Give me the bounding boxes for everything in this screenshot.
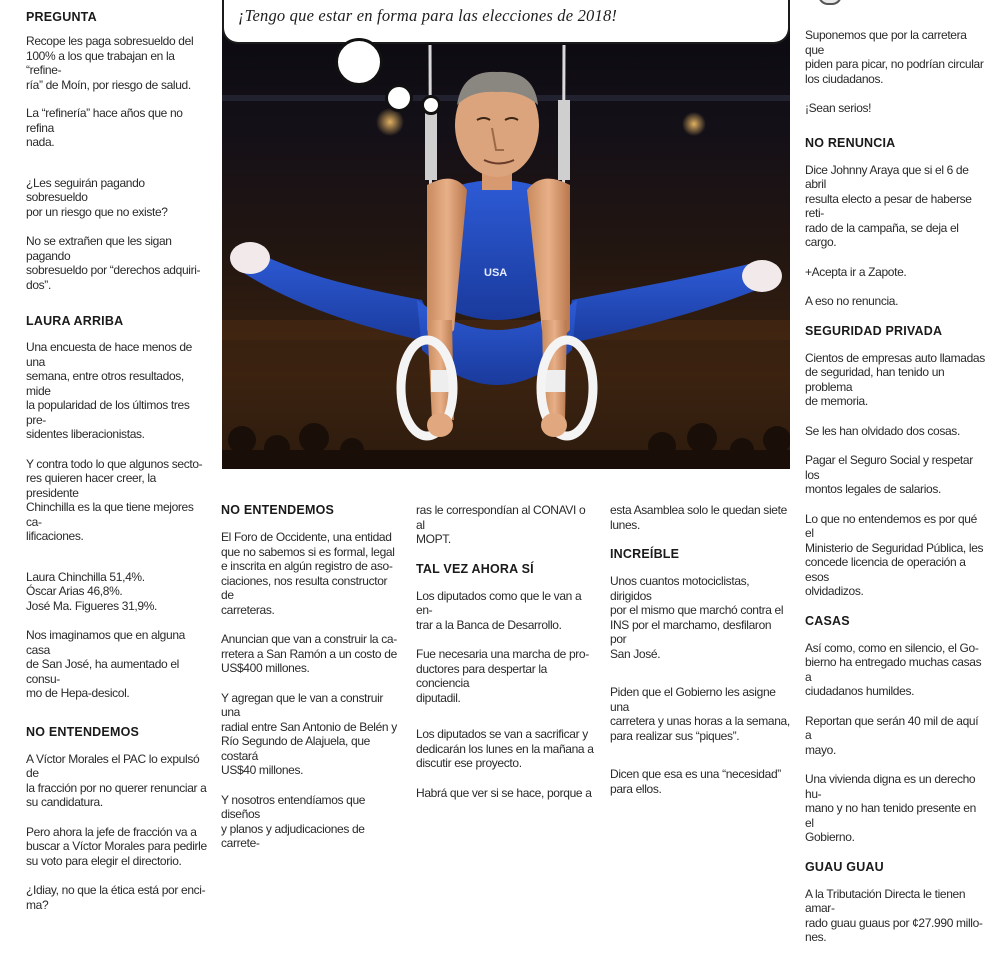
paragraph: Reportan que serán 40 mil de aquí a mayo.	[805, 713, 979, 757]
paragraph-continued: esta Asamblea solo le quedan siete lunes.	[610, 503, 787, 532]
thought-circle-small	[421, 95, 441, 115]
paragraph: Unos cuantos motociclistas, dirigidos por el mismo que marchó contra el INS por el marchamo, desfilaron por San José.	[610, 574, 784, 661]
paragraph: Dicen que esa es una “necesidad” para ellos.	[610, 767, 781, 796]
thought-circle-large	[335, 38, 383, 86]
paragraph: ¡Sean serios!	[805, 101, 872, 115]
shirt-text: USA	[484, 267, 508, 279]
paragraph: Los diputados se van a sacrificar y dedicarán los lunes en la mañana a discutir ese proyecto.	[416, 727, 594, 770]
paragraph: Habrá que ver si se hace, porque a	[416, 785, 592, 800]
heading-no-renuncia: NO RENUNCIA	[805, 135, 896, 150]
paragraph: No se extrañen que les sigan pagando sobresueldo por “derechos adquiri- dos”.	[26, 234, 201, 292]
paragraph: A la Tributación Directa le tienen amar- rado guau guaus por ¢27.990 millo- nes.	[805, 886, 983, 944]
paragraph: Fue necesaria una marcha de pro- ductores para despertar la conciencia diputadil.	[416, 647, 589, 705]
paragraph: +Acepta ir a Zapote.	[805, 264, 907, 279]
paragraph: Se les han olvidado dos cosas.	[805, 423, 960, 438]
left-column	[26, 10, 207, 927]
paragraph: Cientos de empresas auto llamadas de seguridad, han tenido un problema de memoria.	[805, 350, 985, 408]
heading-seguridad-privada: SEGURIDAD PRIVADA	[805, 323, 943, 338]
paragraph: Y contra todo lo que algunos secto- res quieren hacer creer, la presidente Chinchilla es la que tiene mejores ca- lificaciones.	[26, 456, 203, 543]
paragraph: Pagar el Seguro Social y respetar los montos legales de salarios.	[805, 453, 973, 496]
paragraph: Pero ahora la jefe de fracción va a buscar a Víctor Morales para pedirle su voto para elegir el directorio.	[26, 824, 207, 868]
paragraph: El Foro de Occidente, una entidad que no sabemos si es formal, legal e inscrita en algún registro de aso- ciaciones, nos resulta constructor de carreteras.	[221, 530, 395, 617]
paragraph: A eso no renuncia.	[805, 294, 899, 308]
paragraph: Una encuesta de hace menos de una semana, entre otros resultados, mide la popularidad de los últimos tres pre- sidentes liberacionistas.	[26, 340, 192, 441]
paragraph: ¿Les seguirán pagando sobresueldo por un riesgo que no existe?	[26, 175, 168, 219]
paragraph: Recope les paga sobresueldo del 100% a los que trabajan en la “refine- ría” de Moín, por riesgo de salud.	[26, 34, 194, 92]
heading-guau-guau: GUAU GUAU	[805, 859, 884, 874]
paragraph: ¿Idiay, no que la ética está por enci- ma?	[26, 883, 206, 912]
paragraph: A Víctor Morales el PAC lo expulsó de la fracción por no querer renunciar a su candidatura.	[26, 751, 207, 809]
ornament-icon	[818, 0, 842, 5]
thought-circle-medium	[385, 84, 413, 112]
heading-no-entendemos-middle: NO ENTENDEMOS	[221, 503, 335, 517]
gymnast-illustration	[222, 0, 790, 469]
heading-no-entendemos-left: NO ENTENDEMOS	[26, 724, 140, 739]
right-column	[805, 28, 985, 960]
paragraph: Dice Johnny Araya que si el 6 de abril resulta electo a pesar de haberse reti- rado de la campaña, se deja el cargo.	[805, 162, 972, 249]
heading-casas: CASAS	[805, 613, 850, 628]
heading-tal-vez-ahora-si: TAL VEZ AHORA SÍ	[416, 561, 534, 576]
paragraph: Y nosotros entendíamos que diseños y planos y adjudicaciones de carrete-	[221, 792, 366, 850]
paragraph: Lo que no entendemos es por qué el Ministerio de Seguridad Pública, les concede licencia de operación a esos olvidadizos.	[805, 511, 984, 598]
gymnast-photo	[222, 0, 790, 469]
heading-increible: INCREÍBLE	[610, 547, 680, 561]
paragraph: Nos imaginamos que en alguna casa de San José, ha aumentado el consu- mo de Hepa-desicol.	[26, 628, 185, 700]
thought-bubble-text: ¡Tengo que estar en forma para las elecciones de 2018!	[238, 6, 618, 25]
column-c	[610, 503, 790, 811]
poll-results: Laura Chinchilla 51,4%. Óscar Arias 46,8%. José Ma. Figueres 31,9%.	[26, 569, 158, 613]
paragraph: Anuncian que van a construir la ca- rretera a San Ramón a un costo de US$400 millones.	[221, 632, 397, 675]
column-a	[221, 503, 401, 866]
paragraph: Así como, como en silencio, el Go- bierno ha entregado muchas casas a ciudadanos humildes.	[805, 640, 982, 698]
heading-pregunta: PREGUNTA	[26, 10, 97, 24]
paragraph: Una vivienda digna es un derecho hu- mano y no han tenido presente en el Gobierno.	[805, 772, 976, 844]
thought-bubble	[222, 0, 790, 44]
paragraph: Suponemos que por la carretera que piden para picar, no podrían circular los ciudadanos.	[805, 28, 984, 86]
heading-laura-arriba: LAURA ARRIBA	[26, 314, 124, 328]
paragraph-continued: ras le correspondían al CONAVI o al MOPT.	[416, 503, 586, 546]
paragraph: La “refinería” hace años que no refina nada.	[26, 106, 183, 149]
paragraph: Piden que el Gobierno les asigne una carretera y unas horas a la semana, para realizar sus “piques”.	[610, 685, 790, 743]
paragraph: Los diputados como que le van a en- trar a la Banca de Desarrollo.	[416, 588, 582, 632]
column-b	[416, 503, 596, 815]
paragraph: Y agregan que le van a construir una radial entre San Antonio de Belén y Río Segundo de Alajuela, que costará US$40 millones.	[221, 690, 397, 777]
